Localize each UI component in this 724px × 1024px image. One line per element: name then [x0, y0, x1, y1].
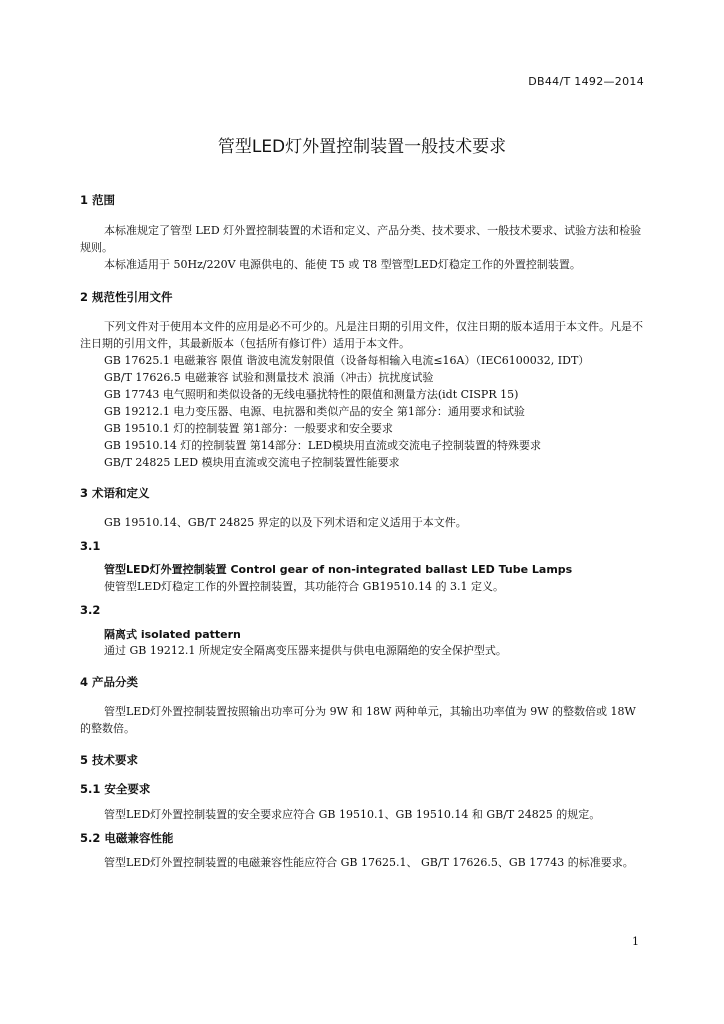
- scope-paragraph-1: 本标准规定了管型 LED 灯外置控制装置的术语和定义、产品分类、技术要求、一般技术要求、试验方法和检验规则。: [80, 224, 642, 254]
- safety-paragraph: 管型LED灯外置控制装置的安全要求应符合 GB 19510.1、GB 19510.14 和 GB/T 24825 的规定。: [104, 808, 601, 821]
- reference-item: GB 19510.1 灯的控制装置 第1部分：一般要求和安全要求: [104, 422, 393, 435]
- term-number-3-1: 3.1: [80, 539, 101, 553]
- page-number: 1: [632, 935, 639, 948]
- reference-item: GB 17625.1 电磁兼容 限值 谐波电流发射限值（设备每相输入电流≤16A）（IEC6100032, IDT）: [104, 354, 590, 367]
- term-3-1-definition: 使管型LED灯稳定工作的外置控制装置，其功能符合 GB19510.14 的 3.1 定义。: [104, 580, 504, 593]
- reference-item: GB 19510.14 灯的控制装置 第14部分：LED模块用直流或交流电子控制装置的特殊要求: [104, 439, 541, 452]
- subsection-heading-emc: 5.2 电磁兼容性能: [80, 831, 174, 845]
- term-3-2-definition: 通过 GB 19212.1 所规定安全隔离变压器来提供与供电电源隔绝的安全保护型式。: [104, 644, 507, 657]
- reference-item: GB/T 24825 LED 模块用直流或交流电子控制装置性能要求: [104, 456, 400, 469]
- document-number: DB44/T 1492—2014: [528, 75, 644, 88]
- section-heading-product-classification: 4 产品分类: [80, 675, 139, 689]
- emc-paragraph: 管型LED灯外置控制装置的电磁兼容性能应符合 GB 17625.1、 GB/T 17626.5、GB 17743 的标准要求。: [104, 856, 634, 869]
- document-title: 管型LED灯外置控制装置一般技术要求: [217, 137, 507, 157]
- section-heading-terms-definitions: 3 术语和定义: [80, 486, 150, 500]
- reference-item: GB 19212.1 电力变压器、电源、电抗器和类似产品的安全 第1部分：通用要求和试验: [104, 405, 525, 418]
- reference-item: GB/T 17626.5 电磁兼容 试验和测量技术 浪涌（冲击）抗扰度试验: [104, 371, 434, 384]
- scope-paragraph-2: 本标准适用于 50Hz/220V 电源供电的、能使 T5 或 T8 型管型LED灯稳定工作的外置控制装置。: [104, 258, 581, 271]
- section-heading-technical-requirements: 5 技术要求: [80, 753, 139, 767]
- reference-item: GB 17743 电气照明和类似设备的无线电骚扰特性的限值和测量方法(idt CISPR 15): [104, 388, 519, 401]
- references-intro-paragraph: 下列文件对于使用本文件的应用是必不可少的。凡是注日期的引用文件，仅注日期的版本适用于本文件。凡是不注日期的引用文件，其最新版本（包括所有修订件）适用于本文件。: [80, 320, 643, 350]
- term-number-3-2: 3.2: [80, 603, 101, 617]
- term-3-1-name: 管型LED灯外置控制装置 Control gear of non-integrated ballast LED Tube Lamps: [104, 563, 573, 576]
- terms-intro-paragraph: GB 19510.14、GB/T 24825 界定的以及下列术语和定义适用于本文件。: [104, 516, 467, 529]
- section-heading-scope: 1 范围: [80, 193, 116, 207]
- subsection-heading-safety: 5.1 安全要求: [80, 782, 151, 796]
- classification-paragraph: 管型LED灯外置控制装置按照输出功率可分为 9W 和 18W 两种单元，其输出功率值为 9W 的整数倍或 18W 的整数倍。: [80, 705, 636, 735]
- section-heading-normative-references: 2 规范性引用文件: [80, 290, 173, 304]
- term-3-2-name: 隔离式 isolated pattern: [104, 628, 241, 641]
